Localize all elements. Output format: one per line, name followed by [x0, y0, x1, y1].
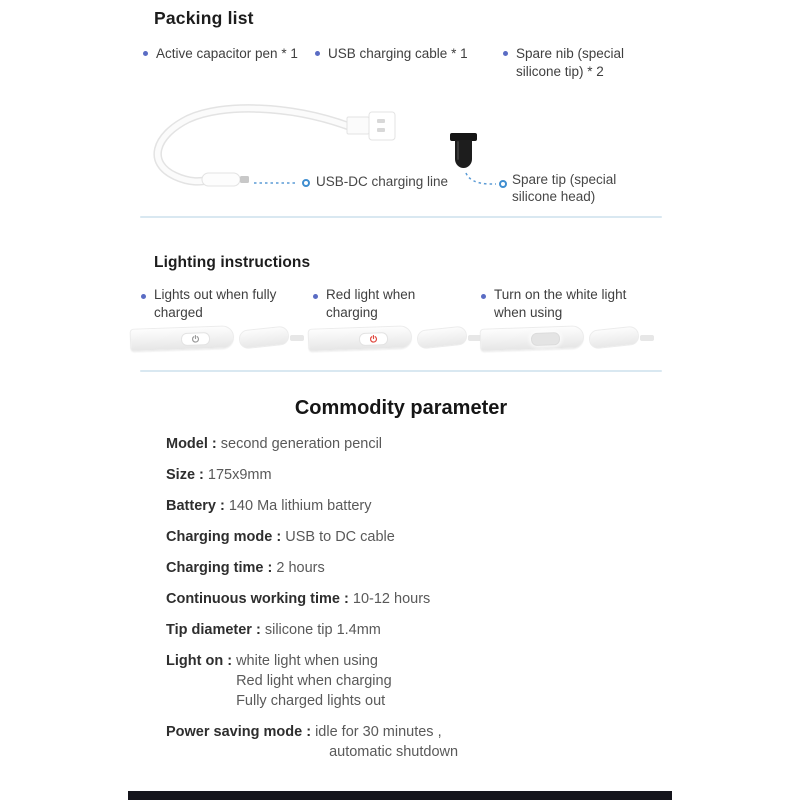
param-value: USB to DC cable [285, 529, 395, 545]
param-row-size [166, 465, 646, 485]
param-row-power-saving [166, 722, 646, 762]
cable-callout-label: USB-DC charging line [316, 174, 449, 189]
parameter-list [166, 434, 646, 773]
param-value: 10-12 hours [352, 591, 431, 607]
lighting-items-row [141, 286, 661, 321]
param-value: 175x9mm [207, 467, 272, 483]
param-separator: : [195, 467, 208, 483]
param-separator: : [207, 436, 221, 452]
param-separator: : [272, 529, 286, 545]
param-separator: : [302, 724, 316, 740]
param-label: Power saving mode [166, 724, 303, 740]
param-value-extra: automatic shutdown [329, 744, 459, 760]
packing-item [503, 45, 653, 80]
spare-nib-rim [450, 133, 477, 141]
param-label: Charging mode [166, 529, 273, 545]
section-divider [140, 370, 662, 372]
lighting-item [481, 286, 661, 321]
dc-plug [202, 173, 240, 186]
pencil-body [308, 325, 413, 352]
packing-item-label: Active capacitor pen * 1 [156, 46, 298, 61]
commodity-parameter-title: Commodity parameter [294, 397, 508, 419]
tip-callout-label: Spare tip (special silicone head) [512, 172, 617, 204]
power-indicator [531, 332, 560, 346]
lighting-item-label: Red light when charging [326, 287, 416, 320]
lighting-item-label: Lights out when fully charged [154, 287, 277, 320]
usb-plug-hole [377, 128, 385, 132]
param-label: Model [166, 436, 208, 452]
lighting-title: Lighting instructions [154, 254, 311, 271]
param-row-battery [166, 496, 646, 516]
param-label: Charging time [166, 560, 264, 576]
param-value-extra: Fully charged lights out [236, 693, 386, 709]
bullet-icon [143, 51, 148, 56]
packing-item-label: Spare nib (special silicone tip) * 2 [516, 46, 625, 79]
cable-connector [416, 325, 468, 349]
param-row-model [166, 434, 646, 454]
packing-item [143, 45, 315, 80]
cable-figure [130, 100, 670, 218]
param-label: Tip diameter [166, 622, 252, 638]
param-separator: : [215, 498, 229, 514]
param-row-tip-diameter [166, 620, 646, 640]
section-divider [140, 216, 662, 218]
param-row-working-time [166, 589, 646, 609]
param-label: Size [166, 467, 196, 483]
power-indicator [181, 332, 210, 346]
lighting-item [141, 286, 313, 321]
leader-line [466, 173, 496, 184]
pencil-illustration-white-light [480, 320, 656, 360]
param-value: white light when using [236, 653, 378, 669]
cable-stub [640, 335, 654, 341]
packing-items-row [143, 45, 653, 80]
pencil-illustration-lights-out [130, 320, 306, 360]
param-value-extra: Red light when charging [236, 673, 392, 689]
leader-dot-icon [500, 181, 506, 187]
param-separator: : [223, 653, 237, 669]
usb-plug-hole [377, 119, 385, 123]
param-separator: : [263, 560, 277, 576]
param-separator: : [340, 591, 353, 607]
param-label: Continuous working time [166, 591, 340, 607]
power-indicator [359, 332, 388, 346]
cable-body [158, 108, 348, 181]
param-row-charging-time [166, 558, 646, 578]
cable-connector [238, 325, 290, 349]
bullet-icon [313, 294, 318, 299]
param-value: silicone tip 1.4mm [264, 622, 381, 638]
bullet-icon [141, 294, 146, 299]
packing-list-title: Packing list [154, 8, 254, 28]
leader-dot-icon [303, 180, 309, 186]
cable-connector [588, 325, 640, 349]
bullet-icon [315, 51, 320, 56]
param-row-light-on [166, 651, 646, 711]
power-icon [191, 334, 200, 343]
param-value: second generation pencil [220, 436, 383, 452]
bullet-icon [481, 294, 486, 299]
lighting-item [313, 286, 481, 321]
lighting-figures-row [130, 320, 675, 362]
packing-item [315, 45, 503, 80]
pencil-body [480, 325, 585, 352]
param-value: 140 Ma lithium battery [228, 498, 372, 514]
cable-stub [290, 335, 304, 341]
param-row-charging-mode [166, 527, 646, 547]
param-value: 2 hours [276, 560, 325, 576]
power-icon [369, 334, 378, 343]
usb-plug-shell [347, 117, 369, 134]
dc-plug-pin [240, 176, 249, 183]
pencil-body [130, 325, 235, 352]
param-label: Battery [166, 498, 216, 514]
pencil-illustration-charging [308, 320, 484, 360]
param-separator: : [251, 622, 265, 638]
param-label: Light on [166, 653, 224, 669]
bottom-section-edge [128, 791, 672, 800]
usb-plug-body [369, 112, 395, 140]
lighting-item-label: Turn on the white light when using [494, 287, 627, 320]
packing-item-label: USB charging cable * 1 [328, 46, 468, 61]
param-value: idle for 30 minutes , [315, 724, 442, 740]
bullet-icon [503, 51, 508, 56]
